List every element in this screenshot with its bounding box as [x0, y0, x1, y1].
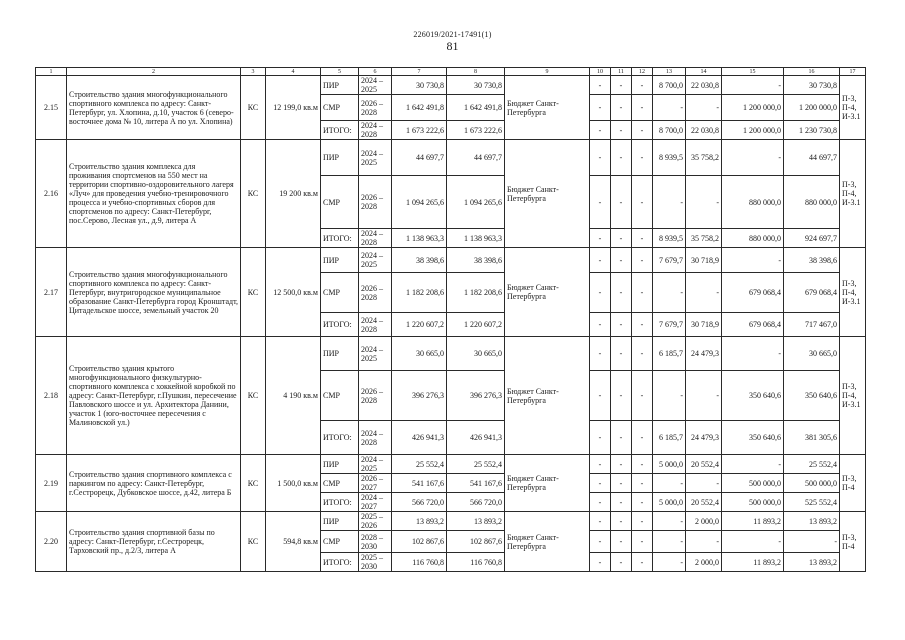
- object-type: КС: [241, 512, 266, 572]
- program-codes: П-3, П-4, И-3.1: [840, 248, 866, 337]
- funding-value-c15: 500 000,0: [722, 474, 784, 493]
- column-number: 4: [266, 68, 321, 76]
- funding-value-c14: 35 758,2: [686, 229, 722, 248]
- funding-value-c12: -: [632, 337, 653, 371]
- funding-value-c15: 350 640,6: [722, 371, 784, 421]
- object-capacity: 12 199,0 кв.м: [266, 76, 321, 140]
- object-type: КС: [241, 76, 266, 140]
- column-number: 1: [36, 68, 67, 76]
- stage-years: 2026 – 2028: [359, 95, 392, 121]
- funding-source: Бюджет Санкт-Петербурга: [505, 455, 590, 512]
- object-name: Строительство здания комплекса для проживания спортсменов на 550 мест на территории спортивно-оздоровительного лагеря «Луч» для проведения учебно-тренировочного процесса и учебно-спортивных сборов для спортсменов по адресу: Санкт-Петербург, пос.Серово, Лесная ул., д.9, литера А: [67, 140, 241, 248]
- funding-value-c13: 5 000,0: [653, 493, 686, 512]
- funding-value-c13: -: [653, 95, 686, 121]
- funding-value-c12: -: [632, 474, 653, 493]
- funding-value-c14: -: [686, 95, 722, 121]
- funding-value-c14: 24 479,3: [686, 421, 722, 455]
- total-cost: 396 276,3: [392, 371, 447, 421]
- item-number: 2.15: [36, 76, 67, 140]
- table-row: [36, 76, 866, 95]
- object-name: Строительство здания спортивной базы по адресу: Санкт-Петербург, г.Сестрорецк, Тарховский пр., д.2/3, литера А: [67, 512, 241, 572]
- stage-label: СМР: [321, 474, 359, 493]
- remaining-cost: 426 941,3: [447, 421, 505, 455]
- stage-label: ИТОГО:: [321, 313, 359, 337]
- total-cost: 116 760,8: [392, 553, 447, 572]
- funding-value-c12: -: [632, 248, 653, 273]
- funding-value-c15: -: [722, 140, 784, 176]
- table-row: [36, 455, 866, 474]
- item-number: 2.19: [36, 455, 67, 512]
- remaining-cost: 44 697,7: [447, 140, 505, 176]
- funding-value-c11: -: [611, 337, 632, 371]
- remaining-cost: 541 167,6: [447, 474, 505, 493]
- stage-years: 2024 – 2028: [359, 229, 392, 248]
- stage-label: ИТОГО:: [321, 229, 359, 248]
- funding-source: Бюджет Санкт-Петербурга: [505, 140, 590, 248]
- stage-years: 2024 – 2025: [359, 140, 392, 176]
- column-number: 6: [359, 68, 392, 76]
- funding-value-c11: -: [611, 371, 632, 421]
- funding-value-c10: -: [590, 248, 611, 273]
- funding-value-c13: -: [653, 474, 686, 493]
- stage-years: 2024 – 2025: [359, 337, 392, 371]
- stage-years: 2024 – 2028: [359, 313, 392, 337]
- object-capacity: 4 190 кв.м: [266, 337, 321, 455]
- funding-value-c12: -: [632, 421, 653, 455]
- funding-value-c10: -: [590, 474, 611, 493]
- stage-label: ИТОГО:: [321, 493, 359, 512]
- stage-label: ИТОГО:: [321, 121, 359, 140]
- funding-value-c15: 11 893,2: [722, 553, 784, 572]
- funding-value-c11: -: [611, 512, 632, 531]
- funding-value-c16: 38 398,6: [784, 248, 840, 273]
- funding-value-c14: 22 030,8: [686, 121, 722, 140]
- object-type: КС: [241, 337, 266, 455]
- item-number: 2.18: [36, 337, 67, 455]
- funding-value-c13: -: [653, 371, 686, 421]
- column-number: 5: [321, 68, 359, 76]
- remaining-cost: 116 760,8: [447, 553, 505, 572]
- stage-label: ИТОГО:: [321, 421, 359, 455]
- stage-years: 2026 – 2028: [359, 273, 392, 313]
- funding-value-c15: 500 000,0: [722, 493, 784, 512]
- funding-value-c11: -: [611, 313, 632, 337]
- total-cost: 426 941,3: [392, 421, 447, 455]
- funding-value-c16: 924 697,7: [784, 229, 840, 248]
- funding-value-c14: 22 030,8: [686, 76, 722, 95]
- funding-value-c10: -: [590, 95, 611, 121]
- funding-value-c10: -: [590, 313, 611, 337]
- funding-source: Бюджет Санкт-Петербурга: [505, 512, 590, 572]
- stage-years: 2024 – 2028: [359, 421, 392, 455]
- stage-years: 2024 – 2028: [359, 121, 392, 140]
- remaining-cost: 396 276,3: [447, 371, 505, 421]
- remaining-cost: 25 552,4: [447, 455, 505, 474]
- column-number: 11: [611, 68, 632, 76]
- stage-label: СМР: [321, 95, 359, 121]
- funding-value-c15: 11 893,2: [722, 512, 784, 531]
- funding-value-c11: -: [611, 229, 632, 248]
- funding-value-c14: 30 718,9: [686, 313, 722, 337]
- funding-value-c12: -: [632, 371, 653, 421]
- remaining-cost: 1 673 222,6: [447, 121, 505, 140]
- funding-value-c10: -: [590, 531, 611, 553]
- funding-value-c13: 8 700,0: [653, 121, 686, 140]
- funding-value-c10: -: [590, 76, 611, 95]
- funding-value-c15: -: [722, 455, 784, 474]
- stage-years: 2024 – 2025: [359, 248, 392, 273]
- funding-value-c11: -: [611, 455, 632, 474]
- funding-value-c12: -: [632, 553, 653, 572]
- funding-value-c16: 880 000,0: [784, 176, 840, 229]
- column-number: 16: [784, 68, 840, 76]
- item-number: 2.17: [36, 248, 67, 337]
- total-cost: 566 720,0: [392, 493, 447, 512]
- funding-value-c14: -: [686, 531, 722, 553]
- investment-program-table: [35, 67, 866, 572]
- funding-value-c13: -: [653, 553, 686, 572]
- funding-value-c11: -: [611, 493, 632, 512]
- object-capacity: 1 500,0 кв.м: [266, 455, 321, 512]
- column-number: 14: [686, 68, 722, 76]
- funding-value-c16: 350 640,6: [784, 371, 840, 421]
- funding-value-c11: -: [611, 421, 632, 455]
- funding-value-c12: -: [632, 140, 653, 176]
- funding-value-c14: -: [686, 273, 722, 313]
- total-cost: 30 730,8: [392, 76, 447, 95]
- remaining-cost: 30 665,0: [447, 337, 505, 371]
- total-cost: 1 220 607,2: [392, 313, 447, 337]
- funding-value-c16: 1 230 730,8: [784, 121, 840, 140]
- total-cost: 1 094 265,6: [392, 176, 447, 229]
- table-row: [36, 248, 866, 273]
- funding-value-c15: 880 000,0: [722, 176, 784, 229]
- remaining-cost: 13 893,2: [447, 512, 505, 531]
- funding-value-c16: 30 665,0: [784, 337, 840, 371]
- funding-value-c10: -: [590, 273, 611, 313]
- stage-years: 2026 – 2028: [359, 176, 392, 229]
- stage-years: 2025 – 2030: [359, 553, 392, 572]
- column-number: 7: [392, 68, 447, 76]
- funding-value-c12: -: [632, 493, 653, 512]
- funding-value-c15: 880 000,0: [722, 229, 784, 248]
- stage-years: 2025 – 2026: [359, 512, 392, 531]
- object-name: Строительство здания многофункционального спортивного комплекса по адресу: Санкт-Петербург, ул. Хлопина, д.10, участок 6 (северо-восточнее дома № 10, литера А по ул. Хлопина): [67, 76, 241, 140]
- funding-value-c11: -: [611, 140, 632, 176]
- stage-label: ПИР: [321, 512, 359, 531]
- funding-value-c16: 25 552,4: [784, 455, 840, 474]
- total-cost: 13 893,2: [392, 512, 447, 531]
- column-number: 10: [590, 68, 611, 76]
- funding-source: Бюджет Санкт-Петербурга: [505, 337, 590, 455]
- column-number: 15: [722, 68, 784, 76]
- column-number: 9: [505, 68, 590, 76]
- item-number: 2.16: [36, 140, 67, 248]
- funding-value-c15: 679 068,4: [722, 313, 784, 337]
- funding-value-c11: -: [611, 248, 632, 273]
- column-number-row: [36, 68, 866, 76]
- document-id: 226019/2021-17491(1): [413, 30, 492, 39]
- remaining-cost: 102 867,6: [447, 531, 505, 553]
- remaining-cost: 1 642 491,8: [447, 95, 505, 121]
- funding-value-c16: 500 000,0: [784, 474, 840, 493]
- object-type: КС: [241, 248, 266, 337]
- total-cost: 1 138 963,3: [392, 229, 447, 248]
- funding-value-c11: -: [611, 273, 632, 313]
- stage-label: ПИР: [321, 140, 359, 176]
- funding-value-c14: 35 758,2: [686, 140, 722, 176]
- funding-value-c12: -: [632, 176, 653, 229]
- stage-label: СМР: [321, 176, 359, 229]
- funding-value-c12: -: [632, 455, 653, 474]
- total-cost: 44 697,7: [392, 140, 447, 176]
- stage-label: ПИР: [321, 248, 359, 273]
- total-cost: 25 552,4: [392, 455, 447, 474]
- remaining-cost: 566 720,0: [447, 493, 505, 512]
- funding-value-c14: 2 000,0: [686, 512, 722, 531]
- remaining-cost: 38 398,6: [447, 248, 505, 273]
- remaining-cost: 30 730,8: [447, 76, 505, 95]
- funding-value-c16: 44 697,7: [784, 140, 840, 176]
- object-capacity: 19 200 кв.м: [266, 140, 321, 248]
- funding-value-c11: -: [611, 553, 632, 572]
- funding-value-c14: 30 718,9: [686, 248, 722, 273]
- stage-years: 2026 – 2027: [359, 474, 392, 493]
- funding-value-c10: -: [590, 140, 611, 176]
- funding-source: Бюджет Санкт-Петербурга: [505, 76, 590, 140]
- funding-value-c15: 1 200 000,0: [722, 95, 784, 121]
- funding-value-c12: -: [632, 531, 653, 553]
- program-codes: П-3, П-4, И-3.1: [840, 140, 866, 248]
- table-row: [36, 337, 866, 371]
- funding-value-c13: -: [653, 531, 686, 553]
- program-codes: П-3, П-4, И-3.1: [840, 337, 866, 455]
- funding-value-c15: 1 200 000,0: [722, 121, 784, 140]
- funding-source: Бюджет Санкт-Петербурга: [505, 248, 590, 337]
- total-cost: 102 867,6: [392, 531, 447, 553]
- funding-value-c16: 525 552,4: [784, 493, 840, 512]
- funding-value-c11: -: [611, 121, 632, 140]
- funding-value-c14: 20 552,4: [686, 493, 722, 512]
- stage-years: 2024 – 2025: [359, 76, 392, 95]
- funding-value-c14: -: [686, 371, 722, 421]
- funding-value-c14: 20 552,4: [686, 455, 722, 474]
- total-cost: 541 167,6: [392, 474, 447, 493]
- funding-value-c15: 350 640,6: [722, 421, 784, 455]
- funding-value-c13: 5 000,0: [653, 455, 686, 474]
- funding-value-c12: -: [632, 512, 653, 531]
- column-number: 2: [67, 68, 241, 76]
- funding-value-c10: -: [590, 455, 611, 474]
- funding-value-c13: -: [653, 512, 686, 531]
- funding-value-c10: -: [590, 229, 611, 248]
- column-number: 12: [632, 68, 653, 76]
- column-number: 3: [241, 68, 266, 76]
- total-cost: 1 673 222,6: [392, 121, 447, 140]
- column-number: 8: [447, 68, 505, 76]
- funding-value-c11: -: [611, 76, 632, 95]
- object-type: КС: [241, 140, 266, 248]
- stage-label: ИТОГО:: [321, 553, 359, 572]
- funding-value-c14: 2 000,0: [686, 553, 722, 572]
- funding-value-c13: 6 185,7: [653, 421, 686, 455]
- funding-value-c11: -: [611, 176, 632, 229]
- remaining-cost: 1 094 265,6: [447, 176, 505, 229]
- funding-value-c16: 30 730,8: [784, 76, 840, 95]
- funding-value-c15: -: [722, 76, 784, 95]
- column-number: 13: [653, 68, 686, 76]
- stage-years: 2028 – 2030: [359, 531, 392, 553]
- funding-value-c10: -: [590, 512, 611, 531]
- column-number: 17: [840, 68, 866, 76]
- stage-label: СМР: [321, 371, 359, 421]
- program-codes: П-3, П-4: [840, 455, 866, 512]
- funding-value-c10: -: [590, 371, 611, 421]
- object-capacity: 12 500,0 кв.м: [266, 248, 321, 337]
- funding-value-c14: -: [686, 474, 722, 493]
- funding-value-c16: 679 068,4: [784, 273, 840, 313]
- funding-value-c13: 6 185,7: [653, 337, 686, 371]
- funding-value-c10: -: [590, 176, 611, 229]
- funding-value-c10: -: [590, 421, 611, 455]
- object-type: КС: [241, 455, 266, 512]
- funding-value-c15: 679 068,4: [722, 273, 784, 313]
- total-cost: 38 398,6: [392, 248, 447, 273]
- stage-label: ПИР: [321, 455, 359, 474]
- funding-value-c15: -: [722, 337, 784, 371]
- funding-value-c13: 8 939,5: [653, 140, 686, 176]
- funding-value-c13: -: [653, 176, 686, 229]
- funding-value-c16: -: [784, 531, 840, 553]
- funding-value-c16: 381 305,6: [784, 421, 840, 455]
- total-cost: 1 642 491,8: [392, 95, 447, 121]
- funding-value-c12: -: [632, 121, 653, 140]
- object-capacity: 594,8 кв.м: [266, 512, 321, 572]
- page-number: 81: [446, 39, 459, 53]
- funding-value-c12: -: [632, 229, 653, 248]
- funding-value-c13: -: [653, 273, 686, 313]
- remaining-cost: 1 182 208,6: [447, 273, 505, 313]
- funding-value-c13: 7 679,7: [653, 248, 686, 273]
- program-codes: П-3, П-4, И-3.1: [840, 76, 866, 140]
- funding-value-c16: 13 893,2: [784, 512, 840, 531]
- stage-years: 2026 – 2028: [359, 371, 392, 421]
- funding-value-c12: -: [632, 95, 653, 121]
- funding-value-c12: -: [632, 313, 653, 337]
- table-row: [36, 512, 866, 531]
- funding-value-c11: -: [611, 531, 632, 553]
- funding-value-c10: -: [590, 493, 611, 512]
- funding-value-c15: -: [722, 248, 784, 273]
- object-name: Строительство здания крытого многофункционального физкультурно-спортивного комплекса с хоккейной коробкой по адресу: Санкт-Петербург, г.Пушкин, пересечение Павловского шоссе и ул. Архитектора Данини, участок 1 (юго-восточнее пересечения с Малиновской ул.): [67, 337, 241, 455]
- total-cost: 30 665,0: [392, 337, 447, 371]
- stage-years: 2024 – 2027: [359, 493, 392, 512]
- funding-value-c15: -: [722, 531, 784, 553]
- stage-label: ПИР: [321, 337, 359, 371]
- funding-value-c13: 8 939,5: [653, 229, 686, 248]
- remaining-cost: 1 138 963,3: [447, 229, 505, 248]
- funding-value-c13: 8 700,0: [653, 76, 686, 95]
- funding-value-c14: 24 479,3: [686, 337, 722, 371]
- funding-value-c12: -: [632, 76, 653, 95]
- funding-value-c11: -: [611, 95, 632, 121]
- table-row: [36, 140, 866, 176]
- funding-value-c16: 717 467,0: [784, 313, 840, 337]
- remaining-cost: 1 220 607,2: [447, 313, 505, 337]
- stage-years: 2024 – 2025: [359, 455, 392, 474]
- funding-value-c11: -: [611, 474, 632, 493]
- funding-value-c10: -: [590, 337, 611, 371]
- total-cost: 1 182 208,6: [392, 273, 447, 313]
- funding-value-c12: -: [632, 273, 653, 313]
- funding-value-c10: -: [590, 121, 611, 140]
- funding-value-c13: 7 679,7: [653, 313, 686, 337]
- stage-label: СМР: [321, 273, 359, 313]
- funding-value-c16: 1 200 000,0: [784, 95, 840, 121]
- funding-value-c14: -: [686, 176, 722, 229]
- stage-label: ПИР: [321, 76, 359, 95]
- funding-value-c16: 13 893,2: [784, 553, 840, 572]
- funding-value-c10: -: [590, 553, 611, 572]
- object-name: Строительство здания многофункционального спортивного комплекса по адресу: Санкт-Петербург, внутригородское муниципальное образование Санкт-Петербурга город Кронштадт, Цитадельское шоссе, земельный участок 20: [67, 248, 241, 337]
- stage-label: СМР: [321, 531, 359, 553]
- object-name: Строительство здания спортивного комплекса с паркингом по адресу: Санкт-Петербург, г.Сестрорецк, Дубковское шоссе, д.42, литера Б: [67, 455, 241, 512]
- program-codes: П-3, П-4: [840, 512, 866, 572]
- item-number: 2.20: [36, 512, 67, 572]
